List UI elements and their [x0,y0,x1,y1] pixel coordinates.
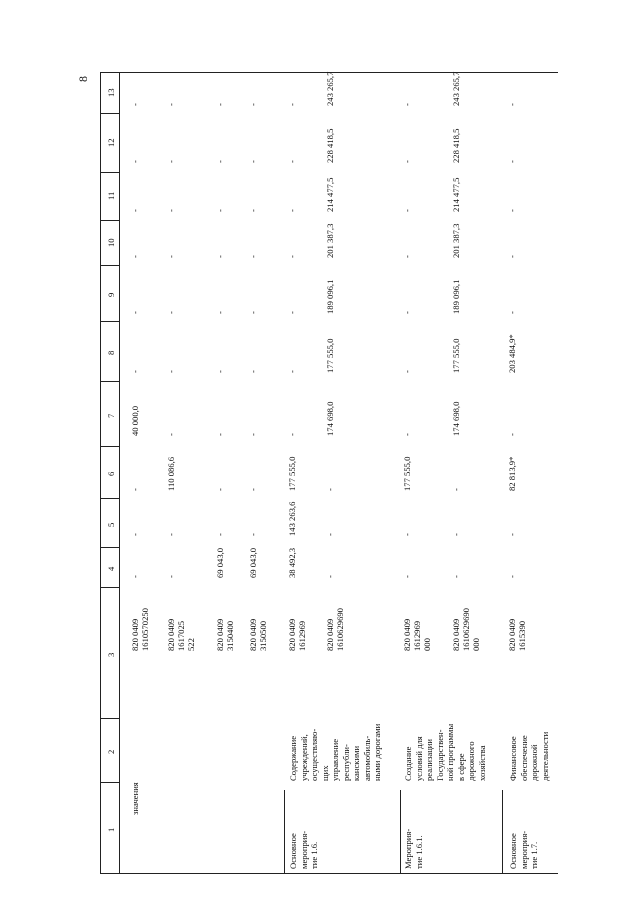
header-col-7: 7 [106,413,116,418]
empty-cell: - [166,160,176,163]
header-col-divider [100,587,119,588]
empty-cell: - [130,533,140,536]
empty-cell: - [130,488,140,491]
empty-cell: - [287,160,297,163]
budget-code: 3150400 [225,620,235,651]
header-col-divider [100,220,119,221]
empty-cell: - [166,533,176,536]
value-cell: 177 555,0 [451,338,461,373]
value-cell: 177 555,0 [287,456,297,491]
table-border-bottom [100,873,558,874]
value-cell: 110 086,6 [166,456,176,491]
header-col-8: 8 [106,350,116,355]
values-label: значения [130,782,140,815]
value-cell: 69 043,0 [215,547,225,578]
value-cell: 38 492,3 [287,547,297,578]
empty-cell: - [451,533,461,536]
event-description: хозяйства [476,745,487,781]
budget-code: 820 0409 [248,618,258,651]
event-description: реализации [424,739,434,781]
empty-cell: - [130,311,140,314]
event-description: ной программы [445,723,455,781]
value-cell: 214 477,5 [325,177,335,212]
empty-cell: - [130,370,140,373]
empty-cell: - [402,370,412,373]
value-cell: 201 387,3 [325,223,335,258]
header-border-left [100,72,101,873]
empty-cell: - [507,533,517,536]
empty-cell: - [402,311,412,314]
empty-cell: - [507,103,517,106]
empty-cell: - [402,255,412,258]
event-number: Основное [508,833,518,869]
empty-cell: - [166,209,176,212]
empty-cell: - [215,533,225,536]
empty-cell: - [166,575,176,578]
event-description: учреждений, [298,734,309,781]
empty-cell: - [215,370,225,373]
event-description: канскими [351,745,361,781]
value-cell: 174 698,0 [451,401,461,436]
event-description: Содержание [288,735,298,781]
empty-cell: - [325,533,335,536]
header-col-divider [100,718,119,719]
event-number: тие 1.6.1. [413,835,424,869]
header-col-divider [100,782,119,783]
page-number: 8 [76,76,90,82]
header-col-divider [100,172,119,173]
event-number: Мероприя- [403,828,413,869]
group-divider-1-6 [284,790,285,873]
group-divider-1-6-1 [400,790,401,873]
empty-cell: - [451,575,461,578]
empty-cell: - [166,370,176,373]
value-cell: 214 477,5 [451,177,461,212]
header-col-divider [100,547,119,548]
value-cell: 243 265,7 [325,71,335,106]
empty-cell: - [287,433,297,436]
header-col-1: 1 [106,827,116,832]
budget-code: 1612969 [297,620,307,651]
empty-cell: - [287,103,297,106]
budget-code: 1612969 [412,620,422,651]
empty-cell: - [507,433,517,436]
header-col-divider [100,381,119,382]
empty-cell: - [215,488,225,491]
empty-cell: - [402,160,412,163]
budget-code: 3150500 [258,620,268,651]
group-divider-1-7 [502,790,503,873]
empty-cell: - [248,255,258,258]
empty-cell: - [166,433,176,436]
empty-cell: - [166,311,176,314]
budget-code: 000 [422,638,432,651]
budget-code: 820 0409 [287,618,297,651]
header-col-13: 13 [106,87,116,97]
header-col-11: 11 [106,191,116,200]
empty-cell: - [325,488,335,491]
empty-cell: - [215,160,225,163]
header-col-2: 2 [106,749,116,754]
header-col-4: 4 [106,566,116,571]
event-description: управление [330,738,340,781]
budget-code: 1615390 [517,620,527,651]
header-col-divider [100,265,119,266]
empty-cell: - [166,103,176,106]
event-number: тие 1.6. [309,841,319,869]
value-cell: 69 043,0 [248,547,258,578]
empty-cell: - [507,311,517,314]
budget-code: 820 0409 [507,618,517,651]
empty-cell: - [248,311,258,314]
event-description: республи- [340,744,351,781]
value-cell: 174 698,0 [325,401,335,436]
empty-cell: - [215,255,225,258]
event-description: осуществляю- [309,728,319,781]
empty-cell: - [507,575,517,578]
empty-cell: - [130,255,140,258]
empty-cell: - [166,255,176,258]
value-cell: 228 418,5 [325,128,335,163]
event-number: Основное [288,833,298,869]
event-description: автомобиль- [361,735,372,781]
header-col-divider [100,498,119,499]
empty-cell: - [130,209,140,212]
header-col-divider [100,113,119,114]
header-col-divider [100,446,119,447]
event-description: в сфере [455,753,466,781]
event-description: дорожной [529,744,539,781]
header-col-9: 9 [106,292,116,297]
empty-cell: - [215,311,225,314]
event-number: тие 1.7. [529,841,539,869]
empty-cell: - [248,488,258,491]
empty-cell: - [402,533,412,536]
budget-code: 820 0409 [325,618,335,651]
empty-cell: - [130,575,140,578]
event-number: мероприя- [298,830,309,869]
value-cell: 201 387,3 [451,223,461,258]
header-border-right [119,72,120,873]
empty-cell: - [248,209,258,212]
empty-cell: - [507,255,517,258]
empty-cell: - [325,575,335,578]
empty-cell: - [130,160,140,163]
event-description: щих [319,765,330,781]
budget-code: 820 0409 [215,618,225,651]
empty-cell: - [215,103,225,106]
empty-cell: - [402,209,412,212]
header-col-5: 5 [106,522,116,527]
empty-cell: - [215,433,225,436]
event-description: условий для [413,736,424,781]
empty-cell: - [248,160,258,163]
header-col-6: 6 [106,471,116,476]
budget-code: 820 0409 [451,618,461,651]
value-cell: 189 096,1 [325,279,335,314]
event-description: деятельности [539,731,550,781]
empty-cell: - [287,370,297,373]
budget-code: 820 0409 [130,618,140,651]
empty-cell: - [402,103,412,106]
empty-cell: - [248,370,258,373]
value-cell: 189 096,1 [451,279,461,314]
event-description: дорожного [466,741,476,781]
value-cell: 177 555,0 [402,456,412,491]
budget-code: 1610629690 [461,608,471,651]
header-col-3: 3 [106,652,116,657]
budget-code: 000 [471,638,481,651]
header-col-divider [100,321,119,322]
value-cell: 243 265,7 [451,71,461,106]
value-cell: 82 813,9* [507,456,517,491]
budget-code: 522 [186,638,196,651]
empty-cell: - [451,488,461,491]
empty-cell: - [287,255,297,258]
budget-code: 820 0409 [402,618,412,651]
empty-cell: - [248,533,258,536]
empty-cell: - [287,311,297,314]
header-col-10: 10 [106,237,116,247]
empty-cell: - [402,433,412,436]
empty-cell: - [130,103,140,106]
event-description: ными дорогами [372,723,382,781]
event-description: обеспечение [518,735,529,781]
empty-cell: - [215,209,225,212]
empty-cell: - [507,160,517,163]
empty-cell: - [248,433,258,436]
value-cell: 40 000,0 [130,405,140,436]
budget-code: 1610629690 [335,608,345,651]
event-description: Государствен- [434,729,445,781]
event-number: мероприя- [518,830,529,869]
empty-cell: - [507,209,517,212]
budget-code: 1610570250 [140,608,150,651]
event-description: Финансовое [508,736,518,781]
value-cell: 228 418,5 [451,128,461,163]
event-description: Создание [403,746,413,781]
value-cell: 177 555,0 [325,338,335,373]
header-col-12: 12 [106,137,116,147]
budget-code: 1617025 [176,620,186,651]
empty-cell: - [287,209,297,212]
value-cell: 143 263,6 [287,501,297,536]
budget-code: 820 0409 [166,618,176,651]
value-cell: 203 484,9* [507,334,517,373]
empty-cell: - [402,575,412,578]
empty-cell: - [248,103,258,106]
